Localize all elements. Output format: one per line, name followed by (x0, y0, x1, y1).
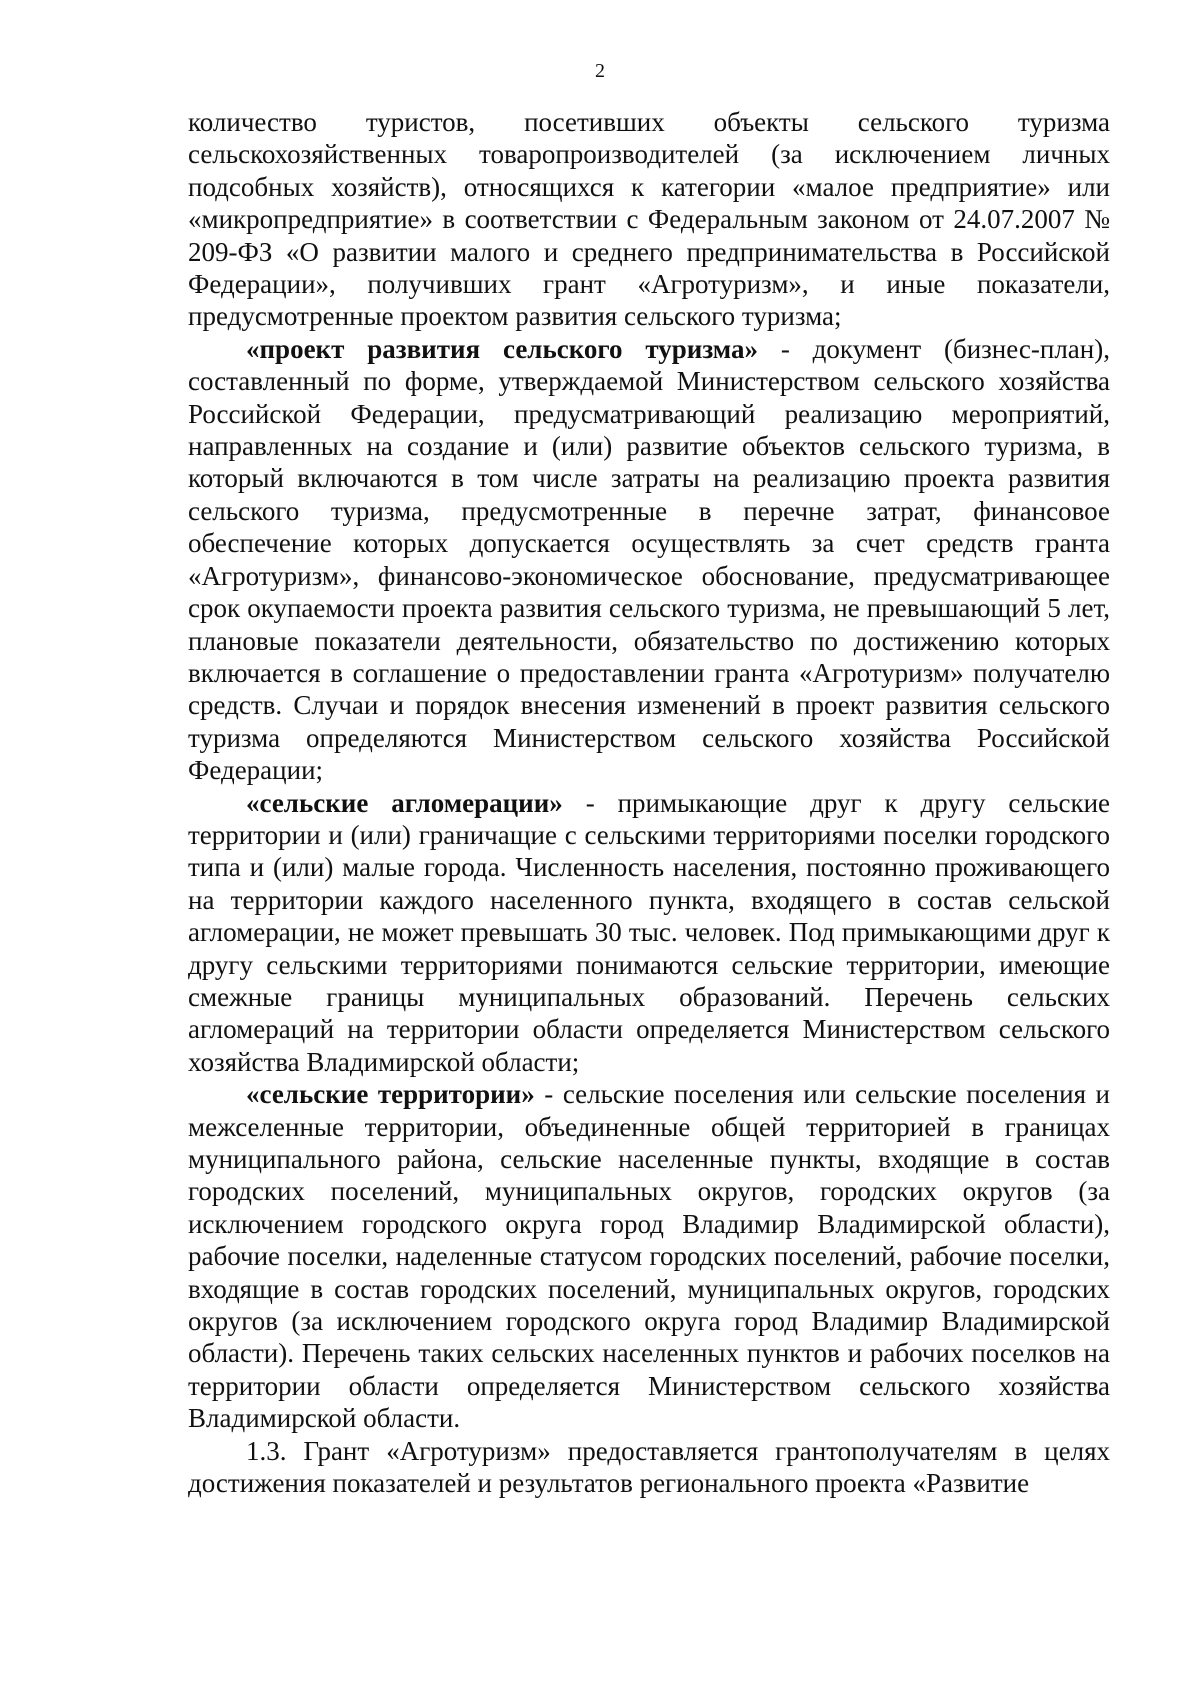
definition-text: - сельские поселения или сельские поселения и межселенные территории, объединенные общей территорией в границах муниципального района, сельские населенные пункты, входящие в состав городских поселений, муниципальных округов, городских округов (за исключением городского округа город Владимир Владимирской области), рабочие поселки, наделенные статусом городских поселений, рабочие поселки, входящие в состав городских поселений, муниципальных округов, городских округов (за исключением городского округа город Владимир Владимирской области). Перечень таких сельских населенных пунктов и рабочих поселков на территории области определяется Министерством сельского хозяйства Владимирской области. (188, 1079, 1110, 1434)
defined-term: «сельские агломерации» (246, 787, 563, 818)
paragraph-tourist-count (188, 106, 1110, 333)
definition-rural-agglomerations (188, 787, 1110, 1079)
defined-term: «сельские территории» (246, 1079, 535, 1110)
defined-term: «проект развития сельского туризма» (246, 333, 758, 364)
definition-rural-tourism-project (188, 333, 1110, 787)
definition-text: - примыкающие друг к другу сельские территории и (или) граничащие с сельскими территориями поселки городского типа и (или) малые города. Численность населения, постоянно проживающего на территории каждого населенного пункта, входящего в состав сельской агломерации, не может превышать 30 тыс. человек. Под примыкающими друг к другу сельскими территориями понимаются сельские территории, имеющие смежные границы муниципальных образований. Перечень сельских агломераций на территории области определяется Министерством сельского хозяйства Владимирской области; (188, 787, 1111, 1077)
clause-1-3 (188, 1435, 1110, 1500)
definition-text: - документ (бизнес-план), составленный по форме, утверждаемой Министерством сельского хозяйства Российской Федерации, предусматривающий реализацию мероприятий, направленных на создание и (или) развитие объектов сельского туризма, в который включаются в том числе затраты на реализацию проекта развития сельского туризма, предусмотренные в перечне затрат, финансовое обеспечение которых допускается осуществлять за счет средств гранта «Агротуризм», финансово-экономическое обоснование, предусматривающее срок окупаемости проекта развития сельского туризма, не превышающий 5 лет, плановые показатели деятельности, обязательство по достижению которых включается в соглашение о предоставлении гранта «Агротуризм» получателю средств. Случаи и порядок внесения изменений в проект развития сельского туризма определяются Министерством сельского хозяйства Российской Федерации; (188, 333, 1110, 786)
definition-rural-territories (188, 1078, 1110, 1434)
page-number: 2 (595, 60, 605, 82)
paragraph-text: количество туристов, посетивших объекты сельского туризма сельскохозяйственных товаропроизводителей (за исключением личных подсобных хозяйств), относящихся к категории «малое предприятие» или «микропредприятие» в соответствии с Федеральным законом от 24.07.2007 № 209-ФЗ «О развитии малого и среднего предпринимательства в Российской Федерации», получивших грант «Агротуризм», и иные показатели, предусмотренные проектом развития сельского туризма; (188, 107, 1110, 332)
paragraph-text: 1.3. Грант «Агротуризм» предоставляется грантополучателям в целях достижения показателей и результатов регионального проекта «Развитие (188, 1435, 1110, 1499)
document-body (188, 106, 1110, 1499)
